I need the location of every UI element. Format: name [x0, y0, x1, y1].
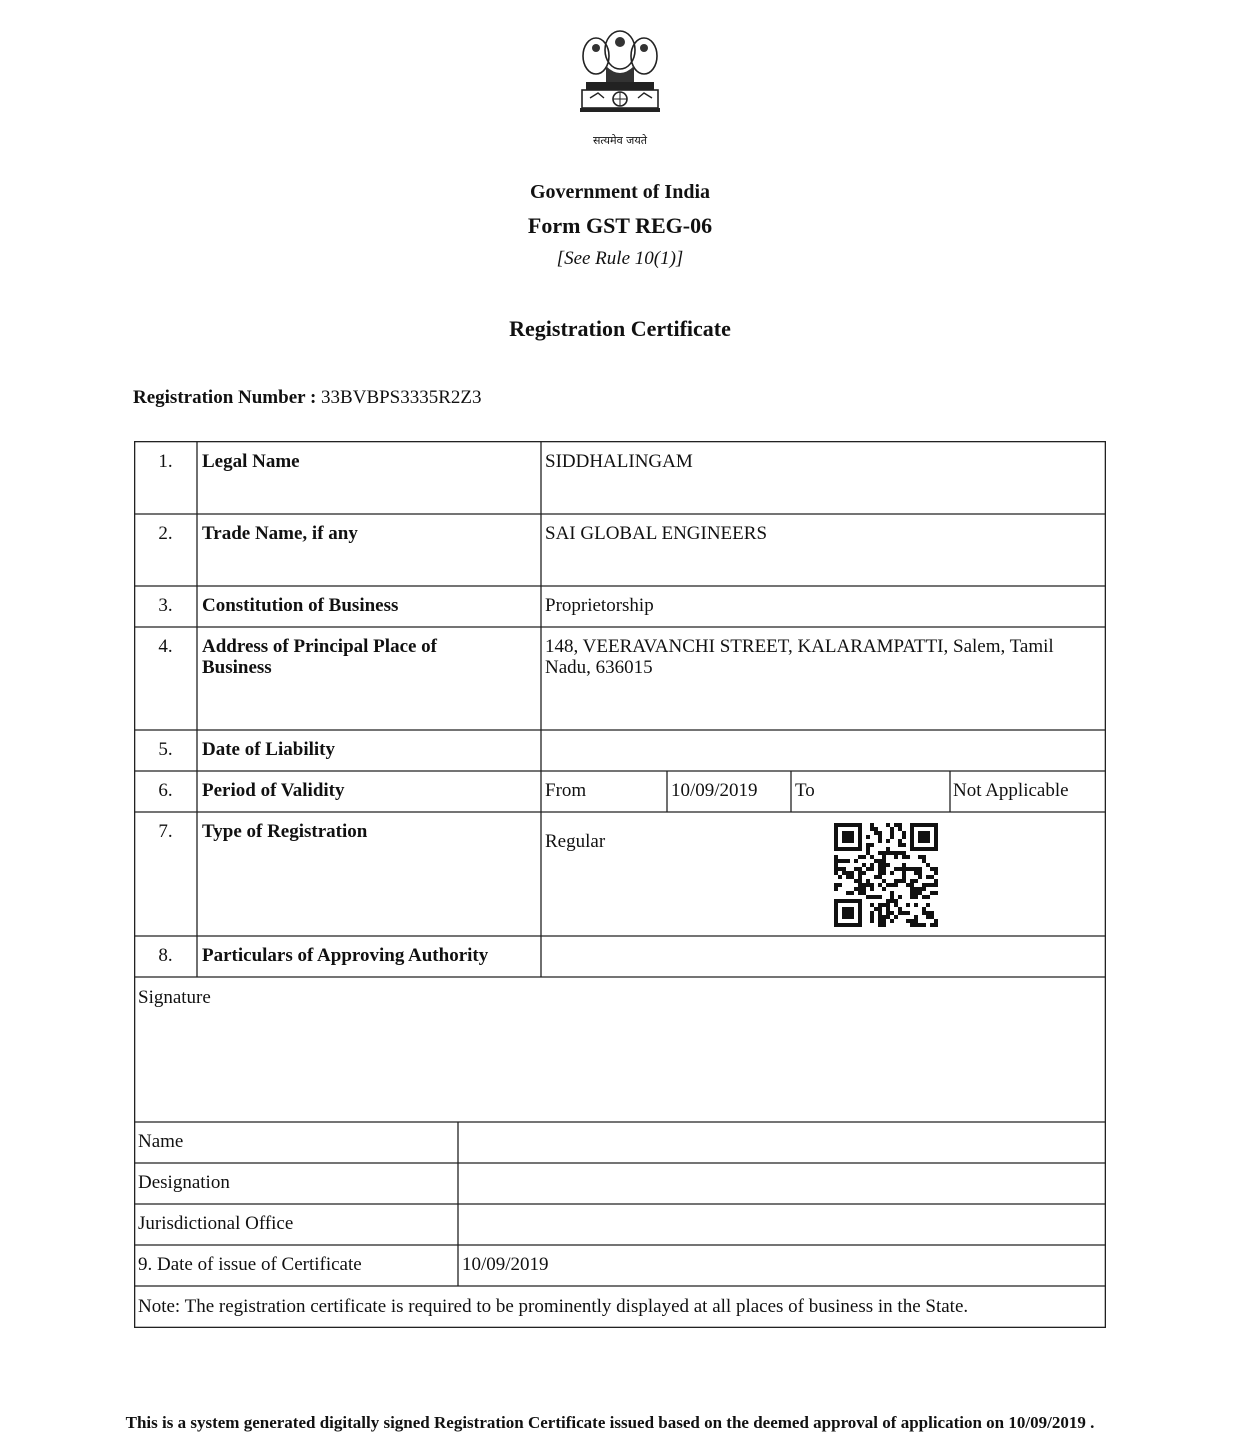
registration-type-value: Regular: [545, 831, 606, 852]
qr-code-icon: [834, 823, 938, 927]
date-of-liability-label: Date of Liability: [202, 739, 335, 760]
emblem-motto: सत्यमेव जयते: [592, 134, 647, 147]
trade-name-label: Trade Name, if any: [202, 523, 358, 544]
period-of-validity-label: Period of Validity: [202, 780, 345, 801]
validity-to-value: Not Applicable: [953, 780, 1069, 801]
jurisdictional-office-label: Jurisdictional Office: [138, 1213, 294, 1234]
legal-name-value: SIDDHALINGAM: [545, 451, 693, 472]
rule-reference: [See Rule 10(1)]: [556, 248, 684, 269]
row-number: 7.: [158, 821, 173, 842]
validity-from-value: 10/09/2019: [671, 780, 758, 801]
issue-date-value: 10/09/2019: [462, 1254, 549, 1275]
constitution-label: Constitution of Business: [202, 595, 399, 616]
name-label: Name: [138, 1131, 184, 1152]
registration-number-line: [133, 387, 482, 409]
signature-label: Signature: [138, 987, 211, 1008]
registration-type-label: Type of Registration: [202, 821, 368, 842]
address-label: Address of Principal Place of Business: [202, 636, 438, 678]
registration-number-value: 33BVBPS3335R2Z3: [321, 387, 482, 408]
issue-date-label: 9. Date of issue of Certificate: [138, 1254, 362, 1275]
constitution-value: Proprietorship: [545, 595, 654, 616]
row-number: 1.: [158, 451, 173, 472]
table-borders: [134, 441, 1106, 1328]
row-number: 8.: [158, 945, 173, 966]
form-heading: Form GST REG-06: [527, 213, 713, 238]
display-note: Note: The registration certificate is required to be prominently displayed at all places of business in the State.: [138, 1296, 969, 1317]
row-number: 4.: [158, 636, 173, 657]
trade-name-value: SAI GLOBAL ENGINEERS: [545, 523, 768, 544]
legal-name-label: Legal Name: [202, 451, 300, 472]
row-number: 6.: [158, 780, 173, 801]
designation-label: Designation: [138, 1172, 230, 1193]
validity-to-label: To: [795, 780, 815, 801]
row-number: 3.: [158, 595, 173, 616]
certificate-table: [134, 441, 1106, 1328]
registration-number-label: Registration Number :: [133, 387, 317, 408]
government-heading: Government of India: [530, 181, 710, 203]
address-value: 148, VEERAVANCHI STREET, KALARAMPATTI, Salem, Tamil Nadu, 636015: [545, 636, 1054, 678]
validity-from-label: From: [545, 780, 587, 801]
national-emblem-icon: [576, 22, 664, 126]
row-number: 5.: [158, 739, 173, 760]
row-number: 2.: [158, 523, 173, 544]
system-generated-footer: This is a system generated digitally signed Registration Certificate issued based on the deemed approval of application on 10/09/2019 .: [125, 1413, 1095, 1432]
certificate-title: Registration Certificate: [509, 316, 731, 341]
approving-authority-label: Particulars of Approving Authority: [202, 945, 489, 966]
